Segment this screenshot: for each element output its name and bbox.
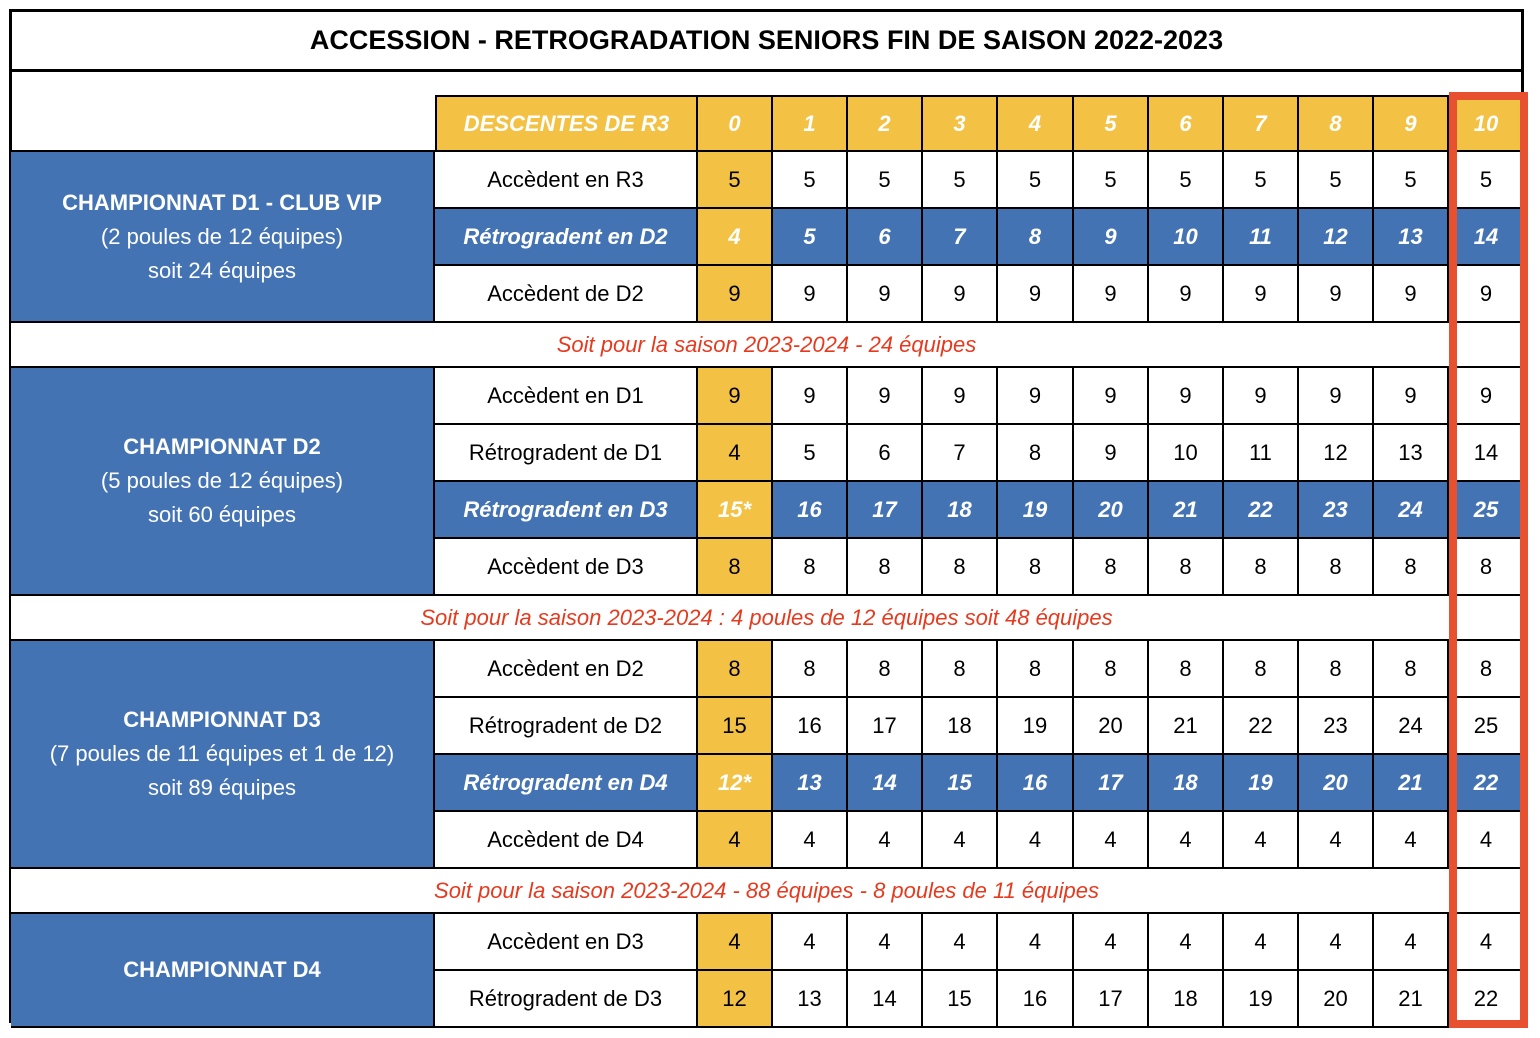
row-label: Accèdent de D3 (435, 539, 698, 596)
table-cell: 11 (1224, 425, 1299, 482)
table-cell: 8 (1299, 539, 1374, 596)
championship-block (11, 368, 435, 596)
descentes-col-0: 0 (698, 95, 773, 152)
table-cell: 15 (923, 971, 998, 1028)
table-cell: 15 (923, 755, 998, 812)
page-title: ACCESSION - RETROGRADATION SENIORS FIN DE SAISON 2022-2023 (11, 11, 1522, 72)
descentes-col-4: 4 (998, 95, 1074, 152)
table-cell: 8 (1299, 641, 1374, 698)
table-cell: 9 (848, 266, 923, 323)
table-cell: 19 (998, 482, 1074, 539)
table-cell: 15 (698, 698, 773, 755)
table-cell: 4 (1149, 914, 1224, 971)
table-cell: 9 (1299, 368, 1374, 425)
table-cell: 17 (1074, 755, 1149, 812)
table-cell: 4 (698, 425, 773, 482)
table-cell: 9 (773, 266, 848, 323)
table-cell: 8 (773, 641, 848, 698)
table-cell: 21 (1374, 755, 1449, 812)
table-cell: 18 (1149, 971, 1224, 1028)
championship-team-count: soit 60 équipes (148, 502, 296, 527)
table-cell: 8 (998, 641, 1074, 698)
table-cell: 9 (698, 368, 773, 425)
table-cell: 22 (1449, 971, 1525, 1028)
table-cell: 10 (1149, 425, 1224, 482)
table-cell: 9 (1224, 266, 1299, 323)
table-cell: 18 (923, 482, 998, 539)
table-cell: 25 (1449, 698, 1525, 755)
table-cell: 17 (848, 698, 923, 755)
table-cell: 8 (998, 209, 1074, 266)
row-label: Rétrogradent en D3 (435, 482, 698, 539)
table-cell: 5 (1074, 152, 1149, 209)
table-cell: 9 (998, 368, 1074, 425)
table-cell: 8 (698, 539, 773, 596)
table-cell: 23 (1299, 698, 1374, 755)
table-cell: 8 (1449, 641, 1525, 698)
table-cell: 12 (698, 971, 773, 1028)
table-cell: 9 (1074, 425, 1149, 482)
row-label: Accèdent de D4 (435, 812, 698, 869)
championship-name: CHAMPIONNAT D3 (123, 707, 321, 732)
table-cell: 4 (848, 812, 923, 869)
table-cell: 4 (1374, 812, 1449, 869)
table-cell: 12 (1299, 209, 1374, 266)
championship-block (11, 641, 435, 869)
descentes-col-2: 2 (848, 95, 923, 152)
table-cell: 13 (773, 755, 848, 812)
table-cell: 20 (1074, 698, 1149, 755)
championship-pools: (5 poules de 12 équipes) (100, 468, 344, 493)
table-cell: 4 (998, 812, 1074, 869)
table-cell: 8 (773, 539, 848, 596)
row-label: Accèdent en R3 (435, 152, 698, 209)
season-summary-note: Soit pour la saison 2023-2024 - 24 équipes (11, 323, 1522, 368)
table-cell: 16 (773, 482, 848, 539)
table-cell: 10 (1149, 209, 1224, 266)
table-cell: 4 (923, 812, 998, 869)
table-cell: 9 (698, 266, 773, 323)
table-cell: 8 (1449, 539, 1525, 596)
table-cell: 9 (773, 368, 848, 425)
season-summary-note: Soit pour la saison 2023-2024 - 88 équipes - 8 poules de 11 équipes (11, 869, 1522, 914)
table-cell: 21 (1149, 698, 1224, 755)
table-cell: 9 (1149, 368, 1224, 425)
table-cell: 20 (1299, 755, 1374, 812)
table-cell: 9 (1074, 266, 1149, 323)
table-cell: 14 (848, 971, 923, 1028)
table-cell: 4 (773, 914, 848, 971)
table-cell: 4 (773, 812, 848, 869)
table-cell: 16 (998, 971, 1074, 1028)
table-cell: 18 (1149, 755, 1224, 812)
row-label: Accèdent en D2 (435, 641, 698, 698)
table-cell: 9 (848, 368, 923, 425)
table-cell: 22 (1224, 698, 1299, 755)
table-cell: 6 (848, 209, 923, 266)
table-cell: 8 (698, 641, 773, 698)
table-cell: 19 (1224, 971, 1299, 1028)
championship-name: CHAMPIONNAT D4 (123, 957, 321, 982)
table-cell: 4 (1449, 812, 1525, 869)
championship-pools: (2 poules de 12 équipes) (100, 223, 344, 249)
table-cell: 5 (1374, 152, 1449, 209)
table-cell: 16 (773, 698, 848, 755)
table-cell: 8 (1074, 539, 1149, 596)
table-cell: 8 (998, 539, 1074, 596)
table-cell: 5 (773, 209, 848, 266)
table-cell: 14 (848, 755, 923, 812)
table-cell: 16 (998, 755, 1074, 812)
table-cell: 4 (1074, 812, 1149, 869)
table-cell: 8 (1149, 641, 1224, 698)
championship-team-count: soit 24 équipes (148, 257, 296, 283)
season-summary-note: Soit pour la saison 2023-2024 : 4 poules de 12 équipes soit 48 équipes (11, 596, 1522, 641)
table-cell: 5 (1149, 152, 1224, 209)
table-cell: 4 (998, 914, 1074, 971)
championship-name: CHAMPIONNAT D2 (123, 434, 321, 459)
championship-name: CHAMPIONNAT D1 - CLUB VIP (62, 189, 382, 215)
table-cell: 20 (1074, 482, 1149, 539)
descentes-col-5: 5 (1074, 95, 1149, 152)
table-cell: 11 (1224, 209, 1299, 266)
table-cell: 9 (1074, 209, 1149, 266)
row-label: Rétrogradent de D3 (435, 971, 698, 1028)
table-cell: 4 (1224, 914, 1299, 971)
table-cell: 17 (848, 482, 923, 539)
row-label: Rétrogradent de D1 (435, 425, 698, 482)
descentes-col-7: 7 (1224, 95, 1299, 152)
table-cell: 8 (1224, 641, 1299, 698)
table-cell: 25 (1449, 482, 1525, 539)
championship-block (11, 914, 435, 1028)
row-label: Rétrogradent de D2 (435, 698, 698, 755)
table-cell: 9 (923, 368, 998, 425)
table-cell: 4 (698, 209, 773, 266)
table-cell: 8 (923, 539, 998, 596)
descentes-col-9: 9 (1374, 95, 1449, 152)
table-cell: 15* (698, 482, 773, 539)
table-cell: 12* (698, 755, 773, 812)
table-cell: 5 (1224, 152, 1299, 209)
row-label: Accèdent en D1 (435, 368, 698, 425)
table-cell: 8 (848, 641, 923, 698)
table-cell: 19 (998, 698, 1074, 755)
table-cell: 6 (848, 425, 923, 482)
descentes-col-3: 3 (923, 95, 998, 152)
table-cell: 7 (923, 209, 998, 266)
table-cell: 22 (1449, 755, 1525, 812)
table-cell: 8 (848, 539, 923, 596)
table-cell: 23 (1299, 482, 1374, 539)
table-cell: 9 (998, 266, 1074, 323)
championship-pools: (7 poules de 11 équipes et 1 de 12) (49, 741, 395, 766)
table-cell: 21 (1374, 971, 1449, 1028)
table-cell: 18 (923, 698, 998, 755)
table-cell: 19 (1224, 755, 1299, 812)
table-cell: 13 (1374, 209, 1449, 266)
row-label: Rétrogradent en D2 (435, 209, 698, 266)
table-cell: 9 (1449, 368, 1525, 425)
table-cell: 4 (1374, 914, 1449, 971)
table-cell: 8 (1224, 539, 1299, 596)
table-cell: 17 (1074, 971, 1149, 1028)
descentes-col-6: 6 (1149, 95, 1224, 152)
table-cell: 4 (1224, 812, 1299, 869)
table-cell: 14 (1449, 209, 1525, 266)
championship-team-count: soit 89 équipes (148, 775, 296, 800)
table-cell: 12 (1299, 425, 1374, 482)
table-cell: 20 (1299, 971, 1374, 1028)
row-label: Accèdent de D2 (435, 266, 698, 323)
table-cell: 22 (1224, 482, 1299, 539)
table-cell: 9 (1299, 266, 1374, 323)
table-cell: 4 (1299, 812, 1374, 869)
table-cell: 9 (1224, 368, 1299, 425)
table-cell: 8 (998, 425, 1074, 482)
table-cell: 9 (1074, 368, 1149, 425)
table-cell: 4 (923, 914, 998, 971)
table-cell: 24 (1374, 698, 1449, 755)
table-cell: 9 (1374, 368, 1449, 425)
table-cell: 9 (923, 266, 998, 323)
table-cell: 4 (1149, 812, 1224, 869)
table-cell: 5 (923, 152, 998, 209)
row-label: Accèdent en D3 (435, 914, 698, 971)
table-cell: 5 (1449, 152, 1525, 209)
table-cell: 21 (1149, 482, 1224, 539)
descentes-col-1: 1 (773, 95, 848, 152)
table-cell: 9 (1149, 266, 1224, 323)
table-cell: 4 (1449, 914, 1525, 971)
table-cell: 8 (1149, 539, 1224, 596)
table-cell: 5 (998, 152, 1074, 209)
table-cell: 8 (1074, 641, 1149, 698)
table-cell: 4 (848, 914, 923, 971)
table-cell: 9 (1374, 266, 1449, 323)
table-cell: 4 (698, 914, 773, 971)
table-cell: 4 (1299, 914, 1374, 971)
table-cell: 13 (1374, 425, 1449, 482)
descentes-col-10: 10 (1449, 95, 1525, 152)
table-cell: 5 (698, 152, 773, 209)
table-cell: 5 (1299, 152, 1374, 209)
table-cell: 13 (773, 971, 848, 1028)
table-cell: 8 (1374, 539, 1449, 596)
descentes-col-8: 8 (1299, 95, 1374, 152)
table-cell: 7 (923, 425, 998, 482)
table-cell: 8 (923, 641, 998, 698)
table-cell: 5 (848, 152, 923, 209)
championship-block (11, 152, 435, 323)
table-cell: 5 (773, 152, 848, 209)
table-cell: 14 (1449, 425, 1525, 482)
table-cell: 4 (698, 812, 773, 869)
table-cell: 9 (1449, 266, 1525, 323)
descentes-header-label: DESCENTES DE R3 (435, 95, 698, 152)
table-cell: 4 (1074, 914, 1149, 971)
table-cell: 5 (773, 425, 848, 482)
table-cell: 8 (1374, 641, 1449, 698)
row-label: Rétrogradent en D4 (435, 755, 698, 812)
table-cell: 24 (1374, 482, 1449, 539)
